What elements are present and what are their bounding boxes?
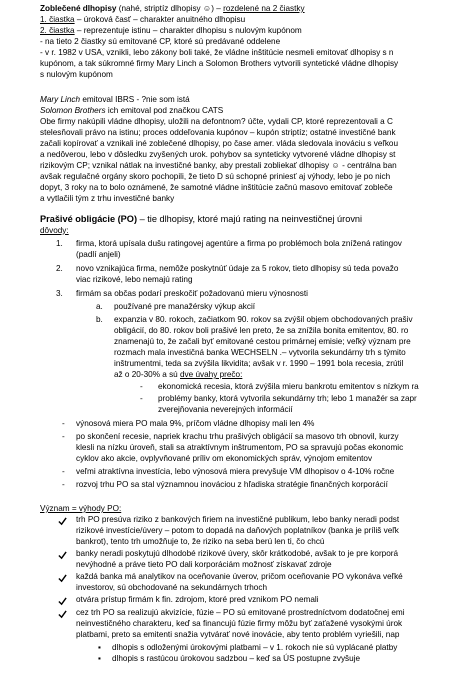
square-bullet-icon: ▪: [98, 654, 101, 663]
dash-marker: -: [140, 382, 143, 391]
line-mary-linch: [40, 95, 190, 106]
vyznam-line: banky neradi poskytujú dlhodobé rizikové úvery, skôr krátkodobé, avšak to je pre korporá: [76, 549, 399, 558]
para-line: Obe firmy nakúpili vládne dlhopisy, uložili na defontnom? účte, vydali CP, ktoré reprezentovali a C: [40, 117, 393, 126]
vyznam-sub-bullet: dlhopis s odloženými úrokovými platbami – v 1. rokoch nie sú vyplácané platby: [112, 643, 398, 652]
dash-marker: -: [62, 467, 65, 476]
mary-linch-name: Mary Linch: [40, 95, 81, 104]
dash-marker: -: [140, 394, 143, 403]
line-6: kupónom, a tak súkromné firmy Mary Linch a Solomon Brothers vytvorili syntetické vládne dlhopisy: [40, 59, 399, 68]
sub-b-line: až o 20-30% a sú: [114, 370, 180, 379]
vyznam-line: nevýhodné a práve tieto PO dali korporáciám možnosť získavať zdroje: [76, 560, 332, 569]
solomon-text: ich emitoval pod značkou CATS: [105, 106, 224, 115]
zoblecene-title-underline: rozdelené na 2 čiastky: [223, 4, 305, 13]
para-line: začali kopírovať a vznikali iné zoblečené dlhopisy, po čase amer. vláda sledovala inováciu s veľkou: [40, 139, 399, 148]
reasons-label: dôvody:: [40, 226, 69, 235]
vyznam-line: každá banka má analytikov na oceňovanie úverov, pričom oceňovanie PO vykonáva veľké: [76, 572, 403, 581]
vyznam-line: investorov, sú obchodované na sekundárnych trhoch: [76, 583, 268, 592]
po-bullet-line: klesli na nízku úroveň, stali sa atraktívnym inštrumentom, PO sa spravujú počas ekonomic: [76, 443, 404, 452]
zoblecene-title-bold: Zoblečené dlhopisy: [40, 4, 117, 13]
para-line: a nedôverou, lebo v dôsledku zvyšených urok. pohybov sa synteticky vytvorené vládne dlhopisy st: [40, 150, 396, 159]
vyznam-sub-bullet: dlhopis s rastúcou úrokovou sadzbou – keď sa ÚS postupne zvyšuje: [112, 654, 361, 663]
po-bullet-line: rozvoj trhu PO sa stal významnou inováciou z hľadiska stratégie finančných korporácií: [76, 480, 388, 489]
vyznam-line: neinvestičného charakteru, keď sa financujú fúzie firmy môžu byť zaťažené vysokými úrok: [76, 619, 403, 628]
sub-b-line: znamenajú to, že začali byť emitované cestou primárnej emisie; veľký význam pre: [114, 337, 411, 346]
square-bullet-icon: ▪: [98, 643, 101, 652]
sub-a-text: používané pre manažérsky výkup akcií: [114, 302, 256, 311]
line-5: - v r. 1982 v USA, vznikli, lebo zákony boli také, že vládne inštitúcie nesmeli emitovať dlhopisy s n: [40, 48, 394, 57]
section2-title: [40, 214, 362, 225]
reason-number: 2.: [56, 264, 63, 273]
vyznam-line: rizikové investície/úvery – potom to dopadá na daňových poplatníkov (banka je príliš veľk: [76, 526, 399, 535]
sub-b-line: inštrumentmi, teda sa zvýšila likvidita; avšak v r. 1990 – 1991 bola recesia, zrútil: [114, 359, 404, 368]
mary-linch-text: emitoval IBRS - ?nie som istá: [80, 95, 190, 104]
line-ciastka-1: [40, 15, 245, 26]
dash-marker: -: [62, 432, 65, 441]
sub-b-line: rozmach mala investičná banka WECHSELN .– vytvorila sekundárny trh s týmito: [114, 348, 406, 357]
po-bullet-line: po skončení recesie, napriek krachu trhu prašivých obligácií sa masovo trh obnovil, kurzy: [76, 432, 399, 441]
po-title-bold: Prašivé obligácie (PO): [40, 214, 138, 224]
para-line: dopyt, 3 roky na to bolo oznámené, že samotné vládne inštitúcie začnú masovo emitovať zobleče: [40, 183, 393, 192]
solomon-name: Solomon Brothers: [40, 106, 106, 115]
checkmark-icon: [58, 597, 67, 606]
ciastka-1-text: – úroková časť – charakter anuitného dlhopisu: [74, 15, 246, 24]
dash-marker: -: [62, 480, 65, 489]
reason-number: 3.: [56, 289, 63, 298]
po-bullet-line: veľmi atraktívna investícia, lebo výnosová miera prevyšuje VM dlhopisov o 4-10% ročne: [76, 467, 395, 476]
vyznam-line: cez trh PO sa realizujú akvizície, fúzie – PO sú emitované prostredníctvom dodatočnej emi: [76, 608, 405, 617]
po-bullet-line: cyklov ako akcie, ovplyvňované príliv om ekonomických správ, výnojom emitentov: [76, 454, 373, 463]
sub-a-label: a.: [96, 302, 103, 311]
ciastka-2-label: 2. čiastka: [40, 26, 75, 35]
sub-b-label: b.: [96, 315, 103, 324]
dash-item-line: problémy banky, ktorá vytvorila sekundárny trh; lebo 1 manažér sa zapr: [158, 394, 417, 403]
sub-b-line: obligácií, do 80. rokov boli prašivé len preto, že sa znížila bonita emitentov, 80. ro: [114, 326, 409, 335]
vyznam-line: platbami, preto sa emitenti snažia vytvárať nové inovácie, aby tento problém vyriešili, nap: [76, 630, 400, 639]
reason-number: 1.: [56, 239, 63, 248]
reason-line: (padlí anjeli): [76, 250, 121, 259]
reason-line: novo vznikajúca firma, nemôže poskytnúť údaje za 5 rokov, tieto dlhopisy sú teda považo: [76, 264, 399, 273]
reason-line: firma, ktorá upísala dušu ratingovej agentúre a firma po problémoch bola znížená ratingov: [76, 239, 402, 248]
para-line: avšak regulačné orgány skoro pochopili, že tieto D sú schopné priniesť aj výhody, lebo je po nich: [40, 172, 391, 181]
zoblecene-title-rest: (nahé, striptíz dlhopisy ☺) –: [116, 4, 224, 13]
vyznam-line: trh PO presúva riziko z bankových firiem na investičné publikum, lebo banky neradi podst: [76, 515, 400, 524]
sub-b-line: expanzia v 80. rokoch, začiatkom 90. rokov sa zvýšil objem obchodovaných prašiv: [114, 315, 413, 324]
para-line: rizikovým CP; vznikal nátlak na investičné banky, aby prestali zobliekať dlhopisy ☺ - centrálna ban: [40, 161, 397, 170]
para-line: a vytlačili tým z trhu investičné banky: [40, 194, 175, 203]
dash-item-line: zverejňovania neverejných informácií: [158, 405, 293, 414]
line-ciastka-2: [40, 26, 302, 37]
dve-uvahy-label: dve úvahy prečo:: [180, 370, 243, 379]
checkmark-icon: [58, 610, 67, 619]
vyznam-line: bankrot), tento trh umožňuje to, že riziko na seba berú len ti, čo chcú: [76, 537, 325, 546]
reason-line: firmám sa občas podarí preskočiť požadovanú mieru výnosnosti: [76, 289, 308, 298]
vyznam-title: Význam = výhody PO:: [40, 504, 122, 513]
reason-line: viac rizikové, lebo nemajú rating: [76, 275, 193, 284]
line-4: - na tieto 2 čiastky sú emitované CP, ktoré sú predávané oddelene: [40, 37, 281, 46]
sub-b-last-line: [114, 370, 242, 381]
checkmark-icon: [58, 551, 67, 560]
vyznam-line: otvára prístup firmám k fin. zdrojom, ktoré pred vznikom PO nemali: [76, 595, 319, 604]
section1-title: [40, 4, 305, 15]
checkmark-icon: [58, 574, 67, 583]
line-solomon: [40, 106, 223, 117]
para-line: stelesňovali právo na istinu; proces oddeľovania kupónov – kupón striptíz; ostatné investičné bank: [40, 128, 396, 137]
dash-item-line: ekonomická recesia, ktorá zvýšila mieru bankrotu emitentov s nízkym ra: [158, 382, 419, 391]
po-bullet-line: výnosová miera PO mala 9%, príčom vládne dlhopisy mali len 4%: [76, 419, 315, 428]
checkmark-icon: [58, 517, 67, 526]
dash-marker: -: [62, 419, 65, 428]
ciastka-1-label: 1. čiastka: [40, 15, 75, 24]
ciastka-2-text: – reprezentuje istinu – charakter dlhopisu s nulovým kupónom: [74, 26, 302, 35]
po-title-rest: – tie dlhopisy, ktoré majú rating na neinvestičnej úrovni: [137, 214, 363, 224]
line-7: s nulovým kupónom: [40, 70, 113, 79]
